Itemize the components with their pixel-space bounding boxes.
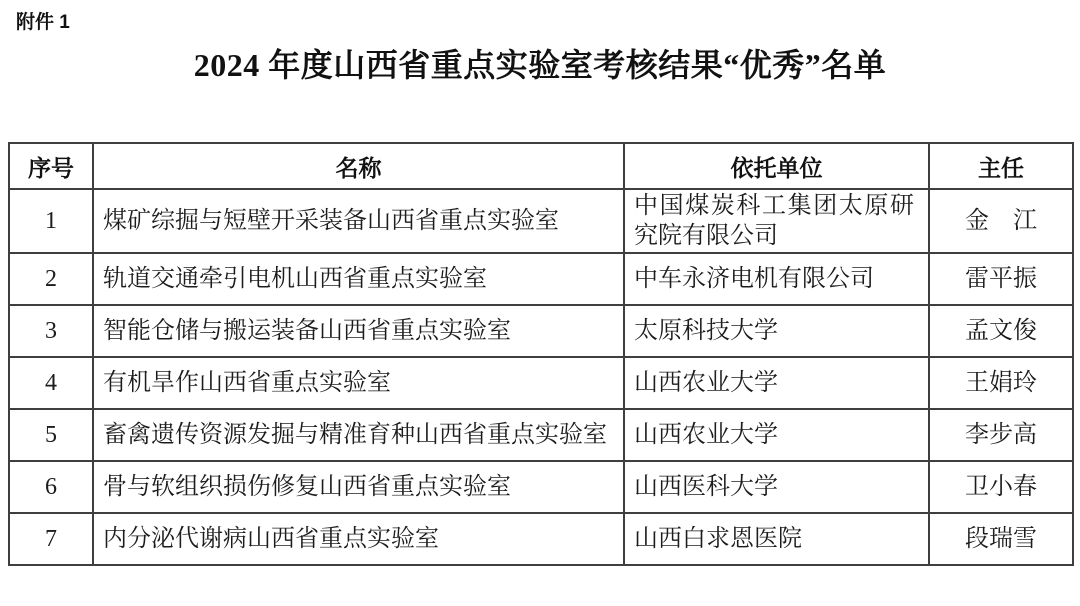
header-index: 序号 xyxy=(9,143,93,189)
cell-organization: 山西白求恩医院 xyxy=(624,513,929,565)
cell-index: 6 xyxy=(9,461,93,513)
cell-organization: 山西医科大学 xyxy=(624,461,929,513)
cell-index: 5 xyxy=(9,409,93,461)
table-row xyxy=(9,357,1073,409)
table-row xyxy=(9,409,1073,461)
cell-organization: 山西农业大学 xyxy=(624,409,929,461)
header-name: 名称 xyxy=(93,143,624,189)
cell-director: 金 江 xyxy=(929,189,1073,253)
results-table xyxy=(8,142,1074,566)
cell-director: 王娟玲 xyxy=(929,357,1073,409)
table-row xyxy=(9,305,1073,357)
header-organization: 依托单位 xyxy=(624,143,929,189)
cell-organization: 山西农业大学 xyxy=(624,357,929,409)
cell-index: 7 xyxy=(9,513,93,565)
cell-name: 煤矿综掘与短壁开采装备山西省重点实验室 xyxy=(93,189,624,253)
page-title: 2024 年度山西省重点实验室考核结果“优秀”名单 xyxy=(193,47,887,83)
cell-index: 1 xyxy=(9,189,93,253)
table-row xyxy=(9,513,1073,565)
table-row xyxy=(9,189,1073,253)
table-row xyxy=(9,253,1073,305)
cell-director: 孟文俊 xyxy=(929,305,1073,357)
cell-name: 畜禽遗传资源发掘与精准育种山西省重点实验室 xyxy=(93,409,624,461)
cell-index: 4 xyxy=(9,357,93,409)
cell-director: 雷平振 xyxy=(929,253,1073,305)
cell-name: 智能仓储与搬运装备山西省重点实验室 xyxy=(93,305,624,357)
cell-index: 3 xyxy=(9,305,93,357)
cell-organization: 中国煤炭科工集团太原研究院有限公司 xyxy=(624,189,929,253)
cell-director: 卫小春 xyxy=(929,461,1073,513)
table-header-row xyxy=(9,143,1073,189)
cell-organization: 中车永济电机有限公司 xyxy=(624,253,929,305)
cell-name: 有机旱作山西省重点实验室 xyxy=(93,357,624,409)
cell-name: 内分泌代谢病山西省重点实验室 xyxy=(93,513,624,565)
cell-index: 2 xyxy=(9,253,93,305)
cell-organization: 太原科技大学 xyxy=(624,305,929,357)
cell-director: 段瑞雪 xyxy=(929,513,1073,565)
cell-director: 李步高 xyxy=(929,409,1073,461)
cell-name: 骨与软组织损伤修复山西省重点实验室 xyxy=(93,461,624,513)
attachment-label: 附件 1 xyxy=(16,12,70,33)
table-row xyxy=(9,461,1073,513)
cell-name: 轨道交通牵引电机山西省重点实验室 xyxy=(93,253,624,305)
header-director: 主任 xyxy=(929,143,1073,189)
